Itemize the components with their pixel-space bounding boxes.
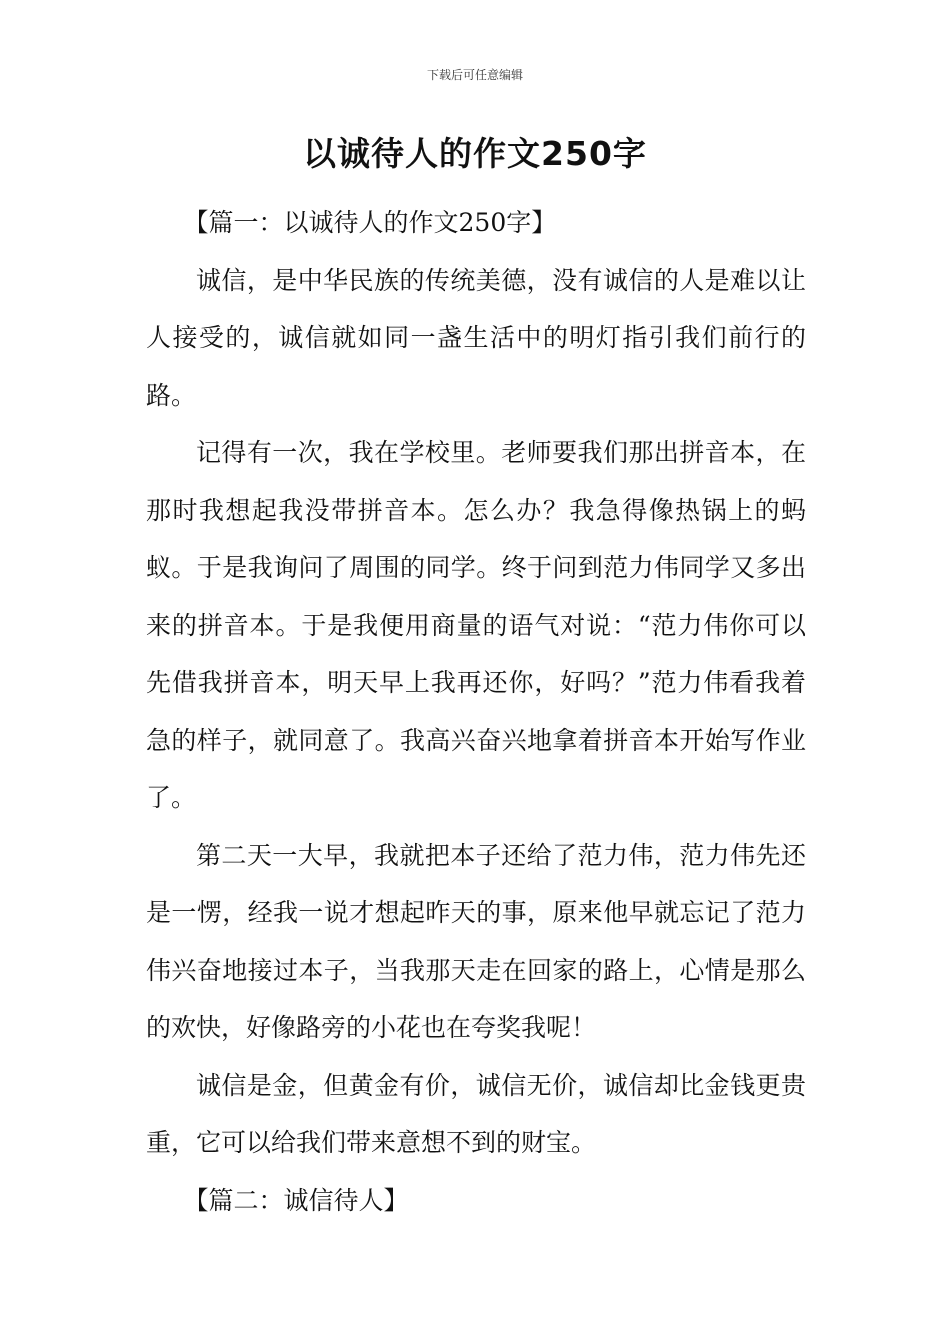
paragraph: 第二天一大早，我就把本子还给了范力伟，范力伟先还是一愣，经我一说才想起昨天的事，原来他早就忘记了范力伟兴奋地接过本子，当我那天走在回家的路上，心情是那么的欢快，好像路旁的小花也在夸奖我呢！ [146, 840, 806, 1042]
paragraph: 记得有一次，我在学校里。老师要我们那出拼音本，在那时我想起我没带拼音本。怎么办？我急得像热锅上的蚂蚁。于是我询问了周围的同学。终于问到范力伟同学又多出来的拼音本。于是我便用商量的语气对说：“范力伟你可以先借我拼音本，明天早上我再还你，好吗？”范力伟看我着急的样子，就同意了。我高兴奋兴地拿着拼音本开始写作业了。 [146, 438, 806, 812]
paragraph: 诚信，是中华民族的传统美德，没有诚信的人是难以让人接受的，诚信就如同一盏生活中的明灯指引我们前行的路。 [146, 265, 806, 410]
section-heading-1: 【篇一：以诚待人的作文250字】 [183, 208, 557, 237]
document-body [146, 194, 806, 1229]
paragraph: 诚信是金，但黄金有价，诚信无价，诚信却比金钱更贵重，它可以给我们带来意想不到的财宝。 [146, 1070, 806, 1157]
header-note: 下载后可任意编辑 [426, 68, 523, 82]
section-heading-2: 【篇二：诚信待人】 [183, 1185, 409, 1215]
document-title: 以诚待人的作文250字 [303, 134, 647, 173]
